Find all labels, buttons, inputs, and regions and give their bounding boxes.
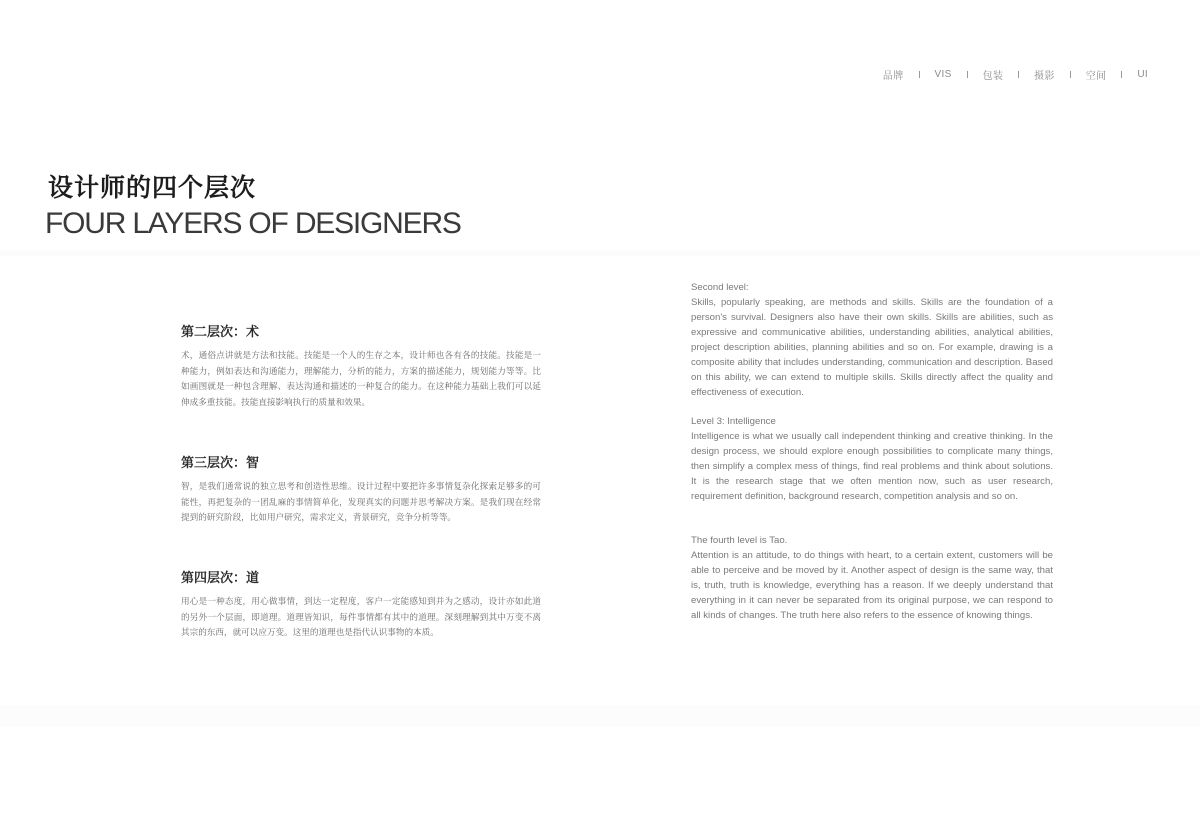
nav-item-brand[interactable]: 品牌 [882,71,904,82]
section-body: Attention is an attitude, to do things with heart, to a certain extent, customers will be able to perceive and be moved by it. Another aspect of design is the same way, that is, truth, truth is knowledge, everything has a reason. If we deeply understand that everything in it can never be separated from its original purpose, we can respond to all kinds of changes. The truth here also refers to the essence of knowing things. [691,550,1053,621]
nav-separator [1121,71,1122,78]
nav-item-ui[interactable]: UI [1137,69,1148,80]
page-title-cn: 设计师的四个层次 [48,173,257,202]
cn-section-intelligence [181,452,541,527]
section-heading: 第三层次：智 [181,456,260,471]
top-nav [883,67,1148,82]
section-body: Skills, popularly speaking, are methods and skills. Skills are the foundation of a person's survival. Designers also have their own skills. Skills are abilities, such as expressive and communicative abilities, understanding abilities, analytical abilities, project description abilities, planning abilities and so on. For example, drawing is a composite ability that includes understanding, communication and description. Based on this ability, we can extend to multiple skills. Skills directly affect the quality and effectiveness of execution. [691,297,1053,398]
cn-section-tao [181,567,541,642]
background-band [0,705,1200,727]
section-heading: 第二层次：术 [181,325,260,340]
section-heading: Second level: [691,282,749,293]
nav-separator [919,71,920,78]
nav-item-photography[interactable]: 摄影 [1034,71,1055,82]
nav-separator [967,71,968,78]
nav-separator [1018,71,1019,78]
section-body: 用心是一种态度，用心做事情，到达一定程度，客户一定能感知到并为之感动，设计亦如此道的另外一个层面，即道理。道理皆知识，每件事情都有其中的道理。深刻理解到其中万变不离其宗的东西，就可以应万变。这里的道理也是指代认识事物的本质。 [181,597,541,639]
en-section-skills [691,280,1053,400]
section-heading: The fourth level is Tao. [691,535,788,546]
section-heading: Level 3: Intelligence [691,416,776,427]
nav-item-vis[interactable]: VIS [934,69,952,80]
cn-section-skills [181,321,541,411]
en-section-intelligence [691,414,1053,504]
nav-item-space[interactable]: 空间 [1085,71,1107,82]
en-section-tao [691,533,1053,623]
section-body: 术，通俗点讲就是方法和技能。技能是一个人的生存之本，设计师也各有各的技能。技能是一种能力，例如表达和沟通能力，理解能力，分析的能力，方案的描述能力，规划能力等等。比如画图就是一种包含理解、表达沟通和描述的一种复合的能力。在这种能力基础上我们可以延伸成多重技能。技能直接影响执行的质量和效果。 [181,351,541,408]
background-band [0,250,1200,256]
page-title-en: FOUR LAYERS OF DESIGNERS [45,207,461,240]
nav-separator [1070,71,1071,78]
nav-item-packaging[interactable]: 包装 [982,71,1004,82]
section-body: Intelligence is what we usually call independent thinking and creative thinking. In the design process, we should explore enough possibilities to complicate many things, then simplify a complex mess of things, find real problems and think about solutions. It is the research stage that we often mention now, such as user research, requirement definition, background research, competition analysis and so on. [691,431,1053,502]
section-heading: 第四层次：道 [181,571,260,586]
section-body: 智，是我们通常说的独立思考和创造性思维。设计过程中要把许多事情复杂化探索足够多的可能性，再把复杂的一团乱麻的事情简单化，发现真实的问题并思考解决方案。是我们现在经常提到的研究阶段，比如用户研究，需求定义，背景研究，竞争分析等等。 [181,482,541,524]
